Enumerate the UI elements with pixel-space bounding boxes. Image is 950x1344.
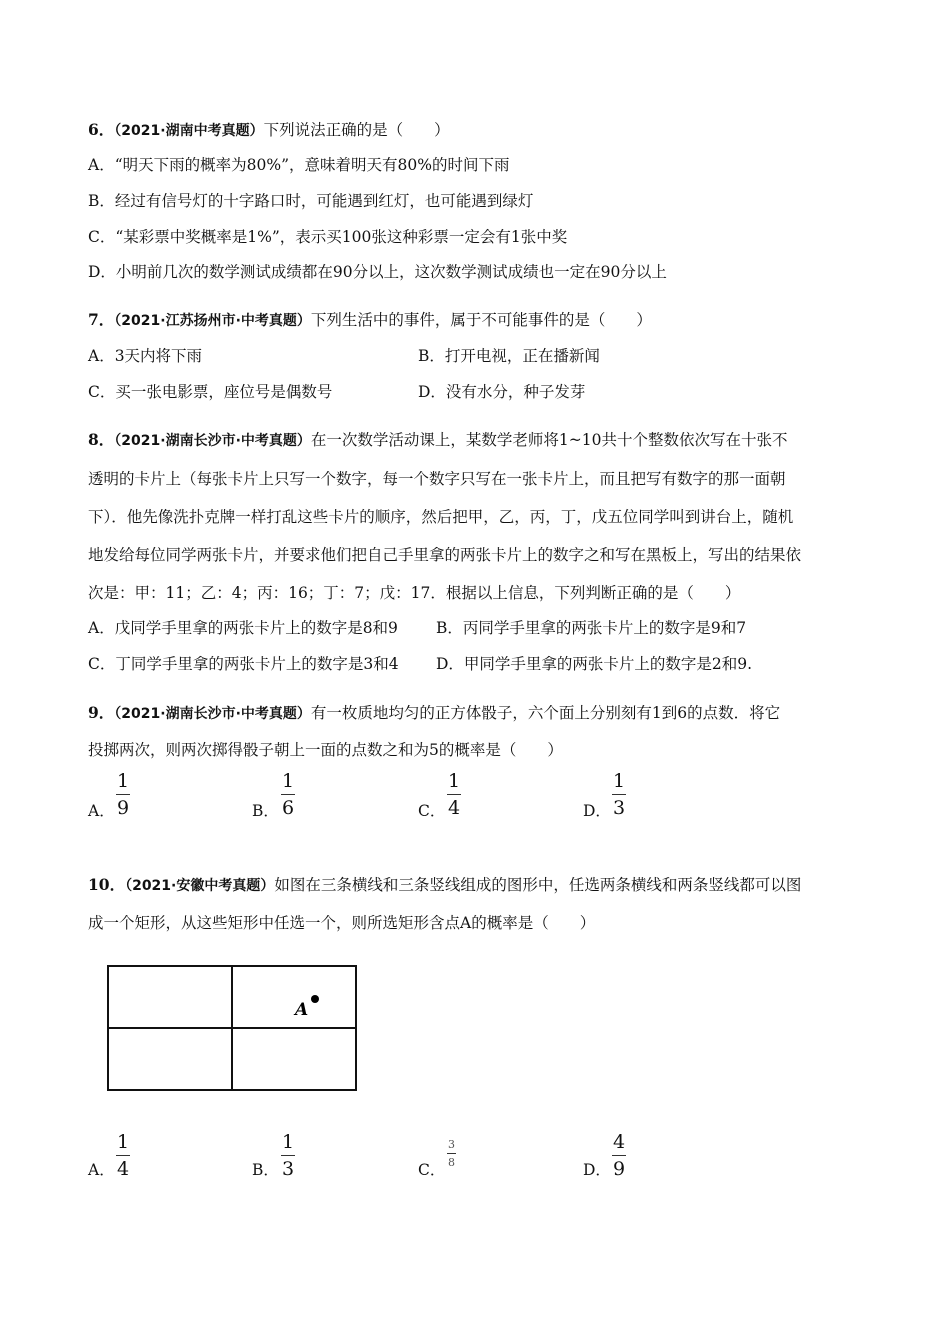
q9-option-b-label[interactable]: B． <box>252 802 279 820</box>
q9-stem-line-2: 投掷两次，则两次掷得骰子朝上一面的点数之和为5的概率是（ ） <box>88 741 563 759</box>
q6-option-c[interactable]: C．“某彩票中奖概率是1%”，表示买100张这种彩票一定会有1张中奖 <box>88 228 568 246</box>
q10-option-a-numerator: 1 <box>116 1131 130 1153</box>
point-a-label: A <box>295 1000 309 1020</box>
q9-stem-line-1 <box>88 701 780 723</box>
q9-option-b-numerator: 1 <box>281 770 295 792</box>
q8-source: （2021·湖南长沙市·中考真题） <box>114 433 311 449</box>
fraction-bar <box>612 1155 626 1156</box>
q9-option-c-denominator: 4 <box>447 797 461 819</box>
grid-figure <box>100 960 365 1100</box>
q9-option-d-label[interactable]: D． <box>583 802 611 820</box>
q7-stem-text: 下列生活中的事件，属于不可能事件的是（ ） <box>310 311 652 329</box>
q6-option-d[interactable]: D．小明前几次的数学测试成绩都在90分以上，这次数学测试成绩也一定在90分以上 <box>88 263 667 281</box>
q8-option-b[interactable]: B．丙同学手里拿的两张卡片上的数字是9和7 <box>436 619 747 637</box>
fraction-bar <box>281 1155 295 1156</box>
q10-option-c-denominator: 8 <box>448 1156 455 1169</box>
q6-stem <box>88 118 450 140</box>
q9-option-c-label[interactable]: C． <box>418 802 446 820</box>
q10-number: 10． <box>88 875 126 894</box>
q9-option-d-fraction[interactable] <box>612 770 626 819</box>
q8-option-a[interactable]: A．戊同学手里拿的两张卡片上的数字是8和9 <box>88 619 398 637</box>
q10-option-c-fraction[interactable] <box>447 1138 456 1169</box>
q8-stem-line-4: 地发给每位同学两张卡片，并要求他们把自己手里拿的两张卡片上的数字之和写在黑板上，写出的结果依 <box>88 546 802 564</box>
q8-stem-line-3: 下）．他先像洗扑克牌一样打乱这些卡片的顺序，然后把甲，乙，丙，丁，戊五位同学叫到讲台上，随机 <box>88 508 794 526</box>
q10-stem-text-1: 如图在三条横线和三条竖线组成的图形中，任选两条横线和两条竖线都可以图 <box>274 876 802 894</box>
q6-option-a[interactable]: A．“明天下雨的概率为80%”，意味着明天有80%的时间下雨 <box>88 156 510 174</box>
q7-number: 7． <box>88 310 115 329</box>
q10-stem-line-1 <box>88 873 801 895</box>
q7-option-d[interactable]: D．没有水分，种子发芽 <box>418 383 586 401</box>
q9-option-a-numerator: 1 <box>116 770 130 792</box>
q9-option-d-numerator: 1 <box>612 770 626 792</box>
q7-option-b[interactable]: B．打开电视，正在播新闻 <box>418 347 600 365</box>
q10-option-a-label[interactable]: A． <box>88 1161 115 1179</box>
fraction-bar <box>612 794 626 795</box>
q8-stem-line-2: 透明的卡片上（每张卡片上只写一个数字，每一个数字只写在一张卡片上，而且把写有数字的那一面朝 <box>88 470 786 488</box>
q8-option-c[interactable]: C．丁同学手里拿的两张卡片上的数字是3和4 <box>88 655 399 673</box>
q9-option-b-fraction[interactable] <box>281 770 295 819</box>
q8-stem-text-1: 在一次数学活动课上，某数学老师将1~10共十个整数依次写在十张不 <box>310 431 788 449</box>
q6-number: 6． <box>88 120 115 139</box>
q10-option-b-numerator: 1 <box>281 1131 295 1153</box>
q10-option-c-label[interactable]: C． <box>418 1161 446 1179</box>
q9-option-b-denominator: 6 <box>281 797 295 819</box>
q9-number: 9． <box>88 703 115 722</box>
q9-option-a-label[interactable]: A． <box>88 802 115 820</box>
fraction-bar <box>447 1153 456 1154</box>
q9-option-c-numerator: 1 <box>447 770 461 792</box>
fraction-bar <box>281 794 295 795</box>
q7-source: （2021·江苏扬州市·中考真题） <box>114 313 311 329</box>
fraction-bar <box>116 794 130 795</box>
q7-option-c[interactable]: C．买一张电影票，座位号是偶数号 <box>88 383 333 401</box>
q10-option-d-numerator: 4 <box>612 1131 626 1153</box>
q9-source: （2021·湖南长沙市·中考真题） <box>114 706 311 722</box>
q8-option-d[interactable]: D．甲同学手里拿的两张卡片上的数字是2和9. <box>436 655 753 673</box>
q8-stem-line-1 <box>88 428 787 450</box>
q9-option-c-fraction[interactable] <box>447 770 461 819</box>
q9-option-a-fraction[interactable] <box>116 770 130 819</box>
q10-option-a-fraction[interactable] <box>116 1131 130 1180</box>
q10-option-d-denominator: 9 <box>612 1158 626 1180</box>
q7-stem <box>88 308 652 330</box>
q6-option-b[interactable]: B．经过有信号灯的十字路口时，可能遇到红灯，也可能遇到绿灯 <box>88 192 534 210</box>
q9-option-a-denominator: 9 <box>116 797 130 819</box>
point-a-dot <box>311 995 319 1003</box>
q10-option-c-numerator: 3 <box>448 1138 455 1151</box>
q9-option-d-denominator: 3 <box>612 797 626 819</box>
q10-option-a-denominator: 4 <box>116 1158 130 1180</box>
q10-option-d-fraction[interactable] <box>612 1131 626 1180</box>
q7-option-a[interactable]: A．3天内将下雨 <box>88 347 203 365</box>
q8-stem-line-5: 次是：甲：11；乙：4；丙：16；丁：7；戊：17．根据以上信息，下列判断正确的是（ ） <box>88 584 741 602</box>
q6-source: （2021·湖南中考真题） <box>114 123 264 139</box>
fraction-bar <box>447 794 461 795</box>
q10-option-b-denominator: 3 <box>281 1158 295 1180</box>
q10-source: （2021·安徽中考真题） <box>125 878 275 894</box>
q10-stem-line-2: 成一个矩形，从这些矩形中任选一个，则所选矩形含点A的概率是（ ） <box>88 914 596 932</box>
fraction-bar <box>116 1155 130 1156</box>
q10-option-b-label[interactable]: B． <box>252 1161 279 1179</box>
q10-option-b-fraction[interactable] <box>281 1131 295 1180</box>
q10-option-d-label[interactable]: D． <box>583 1161 611 1179</box>
q8-number: 8． <box>88 430 115 449</box>
q9-stem-text-1: 有一枚质地均匀的正方体骰子，六个面上分别刻有1到6的点数．将它 <box>310 704 781 722</box>
q6-stem-text: 下列说法正确的是（ ） <box>263 121 450 139</box>
